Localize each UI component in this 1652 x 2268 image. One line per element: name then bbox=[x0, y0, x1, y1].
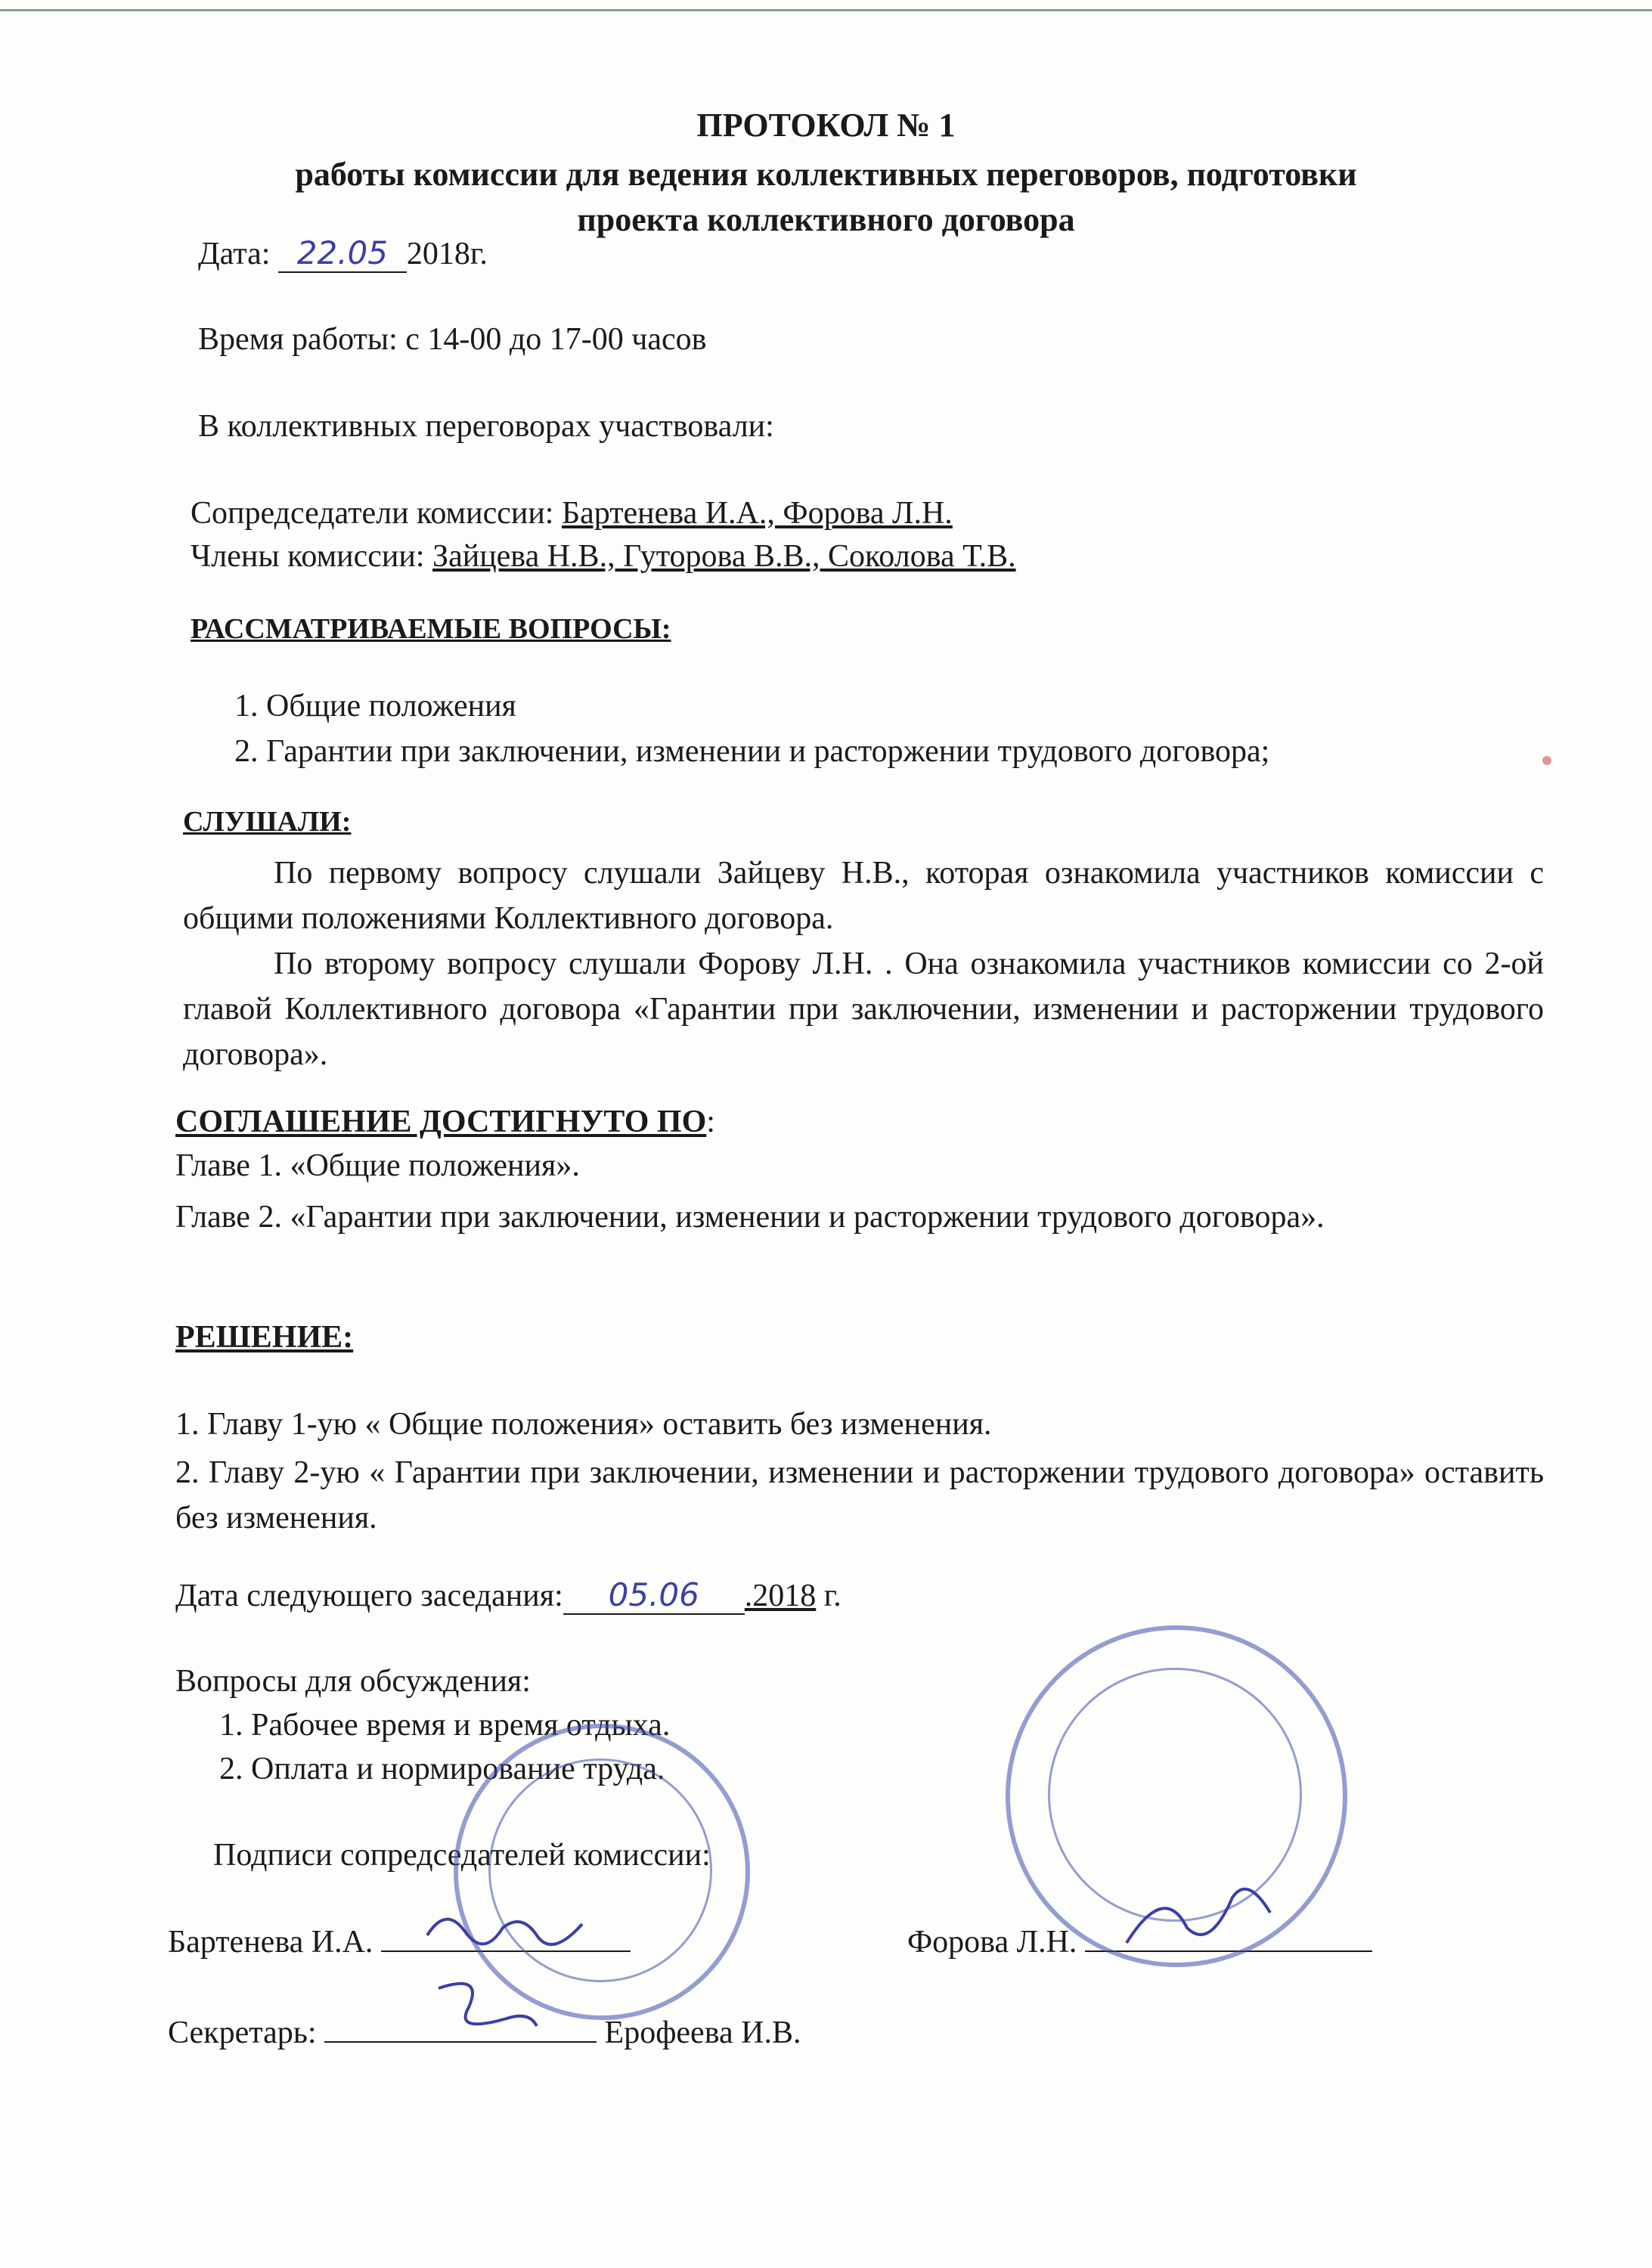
question-item-2: 2. Оплата и нормирование труда. bbox=[219, 1752, 665, 1786]
agreement-heading-line bbox=[175, 1104, 715, 1140]
secretary-signature-blank bbox=[324, 2041, 597, 2043]
date-suffix: 2018г. bbox=[406, 237, 488, 271]
cochairs-label: Сопредседатели комиссии: bbox=[191, 496, 554, 531]
agenda-item-1: 1. Общие положения bbox=[234, 689, 516, 723]
agreement-heading-colon: : bbox=[706, 1105, 715, 1139]
date-label: Дата: bbox=[198, 237, 271, 271]
next-date-year: .2018 bbox=[744, 1579, 817, 1613]
heard-heading: СЛУШАЛИ: bbox=[183, 806, 352, 838]
decision-heading: РЕШЕНИЕ: bbox=[175, 1320, 354, 1355]
next-date-line bbox=[175, 1576, 841, 1615]
scan-mark bbox=[1542, 756, 1551, 765]
left-signature-scribble bbox=[423, 1898, 590, 1958]
work-time: Время работы: с 14-00 до 17-00 часов bbox=[198, 322, 707, 357]
agenda-item-2: 2. Гарантии при заключении, изменении и расторжении трудового договора; bbox=[234, 734, 1270, 769]
agreement-heading: СОГЛАШЕНИЕ ДОСТИГНУТО ПО bbox=[175, 1105, 707, 1139]
next-date-handwritten: 05.06 bbox=[563, 1576, 745, 1615]
document-subtitle-line2: проекта коллективного договора bbox=[577, 201, 1075, 238]
participants-label: В коллективных переговорах участвовали: bbox=[198, 409, 774, 444]
members-line bbox=[191, 538, 1016, 575]
agreement-item-2: Главе 2. «Гарантии при заключении, изменении и расторжении трудового договора». bbox=[175, 1200, 1325, 1235]
right-signer-name: Форова Л.Н. bbox=[907, 1925, 1077, 1960]
document-subtitle-line1: работы комиссии для ведения коллективных переговоров, подготовки bbox=[295, 156, 1357, 193]
members-names: Зайцева Н.В., Гуторова В.В., Соколова Т.В. bbox=[432, 539, 1016, 574]
document-title: ПРОТОКОЛ № 1 bbox=[696, 107, 956, 144]
questions-label: Вопросы для обсуждения: bbox=[175, 1664, 531, 1699]
secretary-name: Ерофеева И.В. bbox=[604, 2015, 801, 2050]
decision-item-2: 2. Главу 2-ую « Гарантии при заключении, изменении и расторжении трудового договора» оставить без изменения. bbox=[175, 1455, 1544, 1535]
secretary-label: Секретарь: bbox=[168, 2015, 317, 2050]
left-signer-name: Бартенева И.А. bbox=[168, 1925, 373, 1960]
members-label: Члены комиссии: bbox=[191, 539, 425, 574]
heard-paragraph-1: По первому вопросу слушали Зайцеву Н.В., которая ознакомила участников комиссии с общими положениями Коллективного договора. bbox=[183, 856, 1544, 936]
date-line bbox=[198, 234, 488, 273]
scan-edge-line bbox=[0, 9, 1652, 11]
agenda-heading: РАССМАТРИВАЕМЫЕ ВОПРОСЫ: bbox=[191, 613, 671, 645]
question-item-1: 1. Рабочее время и время отдыха. bbox=[219, 1708, 671, 1743]
right-signature-scribble bbox=[1119, 1867, 1285, 1958]
decision-item-1: 1. Главу 1-ую « Общие положения» оставить без изменения. bbox=[175, 1407, 992, 1442]
cochairs-names: Бартенева И.А., Форова Л.Н. bbox=[561, 496, 953, 531]
next-date-label: Дата следующего заседания: bbox=[175, 1579, 563, 1613]
heard-paragraph-2: По второму вопросу слушали Форову Л.Н. . Она ознакомила участников комиссии со 2-ой главой Коллективного договора «Гарантии при заключении, изменении и расторжении трудового договора». bbox=[183, 947, 1544, 1072]
cochairs-line bbox=[191, 495, 953, 531]
secretary-signature-scribble bbox=[423, 1973, 544, 2041]
agreement-item-1: Главе 1. «Общие положения». bbox=[175, 1148, 580, 1183]
date-handwritten: 22.05 bbox=[278, 234, 407, 273]
signatures-label: Подписи сопредседателей комиссии: bbox=[213, 1838, 711, 1873]
next-date-suffix: г. bbox=[823, 1579, 841, 1613]
